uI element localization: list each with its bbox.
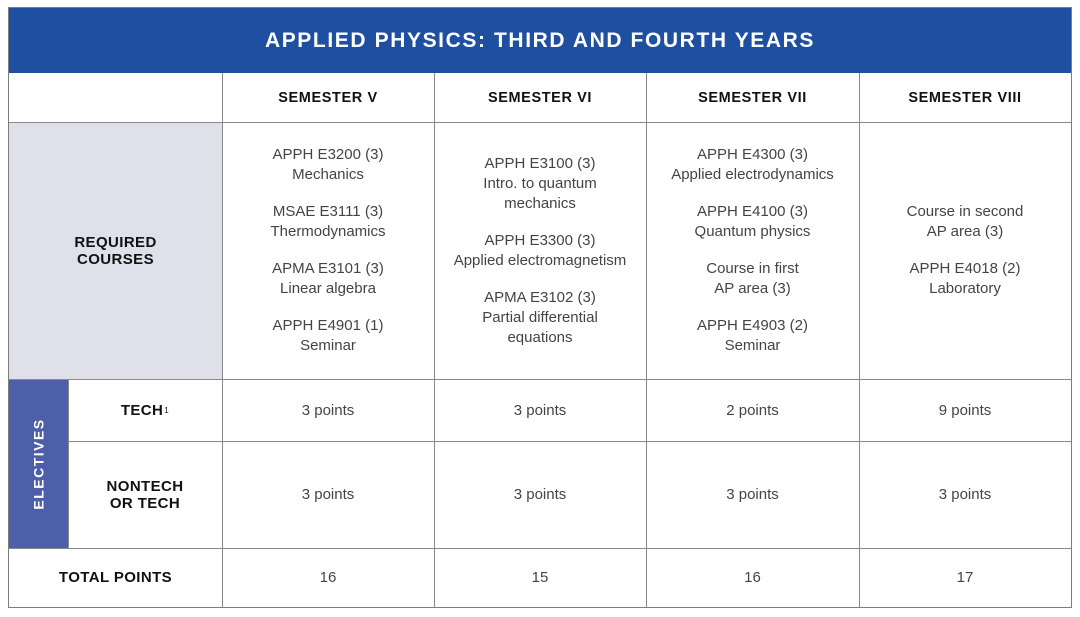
required-semester-7 (646, 122, 859, 379)
grid-line (9, 548, 1071, 549)
tech-points-semester-5: 3 points (301, 401, 355, 419)
header-semester-6: SEMESTER VI (487, 89, 593, 106)
grid-line (859, 73, 860, 607)
course-entry: APMA E3101 (3) Linear algebra (272, 260, 384, 297)
grid-line (9, 379, 1071, 380)
required-semester-6 (434, 122, 646, 379)
total-semester-7: 16 (744, 569, 761, 586)
course-entry: APPH E3100 (3) Intro. to quantum mechanics (483, 154, 597, 212)
total-semester-5: 16 (319, 569, 337, 586)
grid-line (222, 73, 223, 607)
grid-line (646, 73, 647, 607)
required-courses-label: REQUIRED COURSES (9, 122, 222, 379)
tech-points-semester-6: 3 points (513, 401, 567, 419)
tech-footnote: 1 (164, 405, 170, 415)
nontech-points-semester-8: 3 points (938, 486, 992, 503)
total-points-label: TOTAL POINTS (58, 569, 173, 586)
course-entry: Course in first AP area (3) (706, 260, 799, 297)
total-semester-6: 15 (531, 569, 549, 586)
course-entry: APPH E4300 (3) Applied electrodynamics (671, 146, 834, 183)
course-entry: APPH E4018 (2) Laboratory (909, 260, 1021, 297)
table-title: APPLIED PHYSICS: THIRD AND FOURTH YEARS (9, 8, 1071, 73)
header-semester-8: SEMESTER VIII (908, 89, 1022, 106)
nontech-points-semester-7: 3 points (726, 486, 779, 503)
nontech-points-semester-6: 3 points (513, 486, 567, 503)
course-entry: APMA E3102 (3) Partial differential equations (482, 288, 598, 346)
grid-line (68, 379, 69, 548)
course-entry: APPH E3200 (3) Mechanics (272, 146, 384, 183)
nontech-points-semester-5: 3 points (301, 486, 355, 503)
curriculum-table (8, 7, 1072, 608)
tech-points-semester-8: 9 points (938, 401, 992, 419)
course-entry: APPH E3300 (3) Applied electromagnetism (453, 231, 627, 269)
course-entry: APPH E4901 (1) Seminar (272, 317, 384, 354)
course-entry: APPH E4903 (2) Seminar (697, 317, 808, 354)
grid-line (9, 122, 1071, 123)
tech-points-semester-7: 2 points (726, 401, 779, 419)
required-semester-5 (222, 122, 434, 379)
nontech-label: NONTECH OR TECH (106, 477, 184, 512)
course-entry: Course in second AP area (3) (906, 203, 1024, 240)
required-semester-8 (859, 122, 1071, 379)
tech-label: TECH 1 (120, 401, 170, 419)
electives-side-label: ELECTIVES (9, 379, 68, 548)
grid-line (68, 441, 1071, 442)
header-semester-7: SEMESTER VII (698, 89, 807, 106)
course-entry: APPH E4100 (3) Quantum physics (694, 203, 811, 240)
header-semester-5: SEMESTER V (278, 89, 378, 106)
grid-line (434, 73, 435, 607)
course-entry: MSAE E3111 (3) Thermodynamics (270, 203, 386, 240)
total-semester-8: 17 (956, 569, 974, 586)
